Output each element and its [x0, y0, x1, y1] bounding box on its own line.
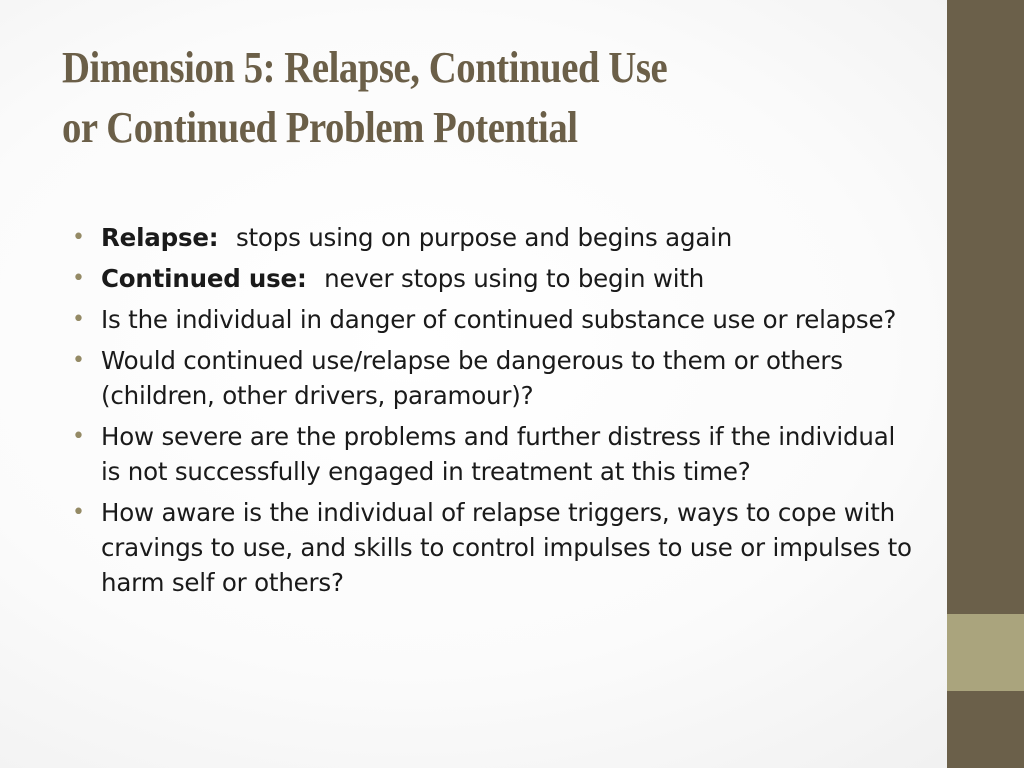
bullet-text: stops using on purpose and begins again — [235, 223, 733, 252]
slide-title — [62, 38, 828, 158]
bullet-icon: • — [72, 266, 85, 291]
bullet-item-danger-question — [72, 302, 912, 337]
bullet-text: How aware is the individual of relapse triggers, ways to cope with cravings to use, and skills to control impulses to use or impulses to harm self or others? — [101, 498, 912, 597]
bullet-list — [72, 220, 912, 606]
bullet-item-dangerous-question — [72, 343, 912, 413]
bullet-icon: • — [72, 307, 85, 332]
bullet-text: Would continued use/relapse be dangerous to them or others (children, other drivers, paramour)? — [101, 346, 843, 410]
bullet-text: Is the individual in danger of continued substance use or relapse? — [101, 305, 897, 334]
bullet-icon: • — [72, 348, 85, 373]
bullet-icon: • — [72, 500, 85, 525]
bullet-term: Continued use: — [101, 264, 307, 293]
bullet-item-continued-use — [72, 261, 912, 296]
bullet-term: Relapse: — [101, 223, 219, 252]
slide-title-line-2: or Continued Problem Potential — [62, 103, 578, 152]
slide-title-line-1: Dimension 5: Relapse, Continued Use — [62, 43, 668, 92]
bullet-item-relapse — [72, 220, 912, 255]
bullet-item-awareness-question — [72, 495, 912, 600]
bullet-text: never stops using to begin with — [324, 264, 705, 293]
bullet-icon: • — [72, 225, 85, 250]
bullet-icon: • — [72, 424, 85, 449]
bullet-item-severity-question — [72, 419, 912, 489]
decorative-sidebar-accent — [947, 614, 1024, 691]
bullet-text: How severe are the problems and further distress if the individual is not successfully engaged in treatment at this time? — [101, 422, 896, 486]
